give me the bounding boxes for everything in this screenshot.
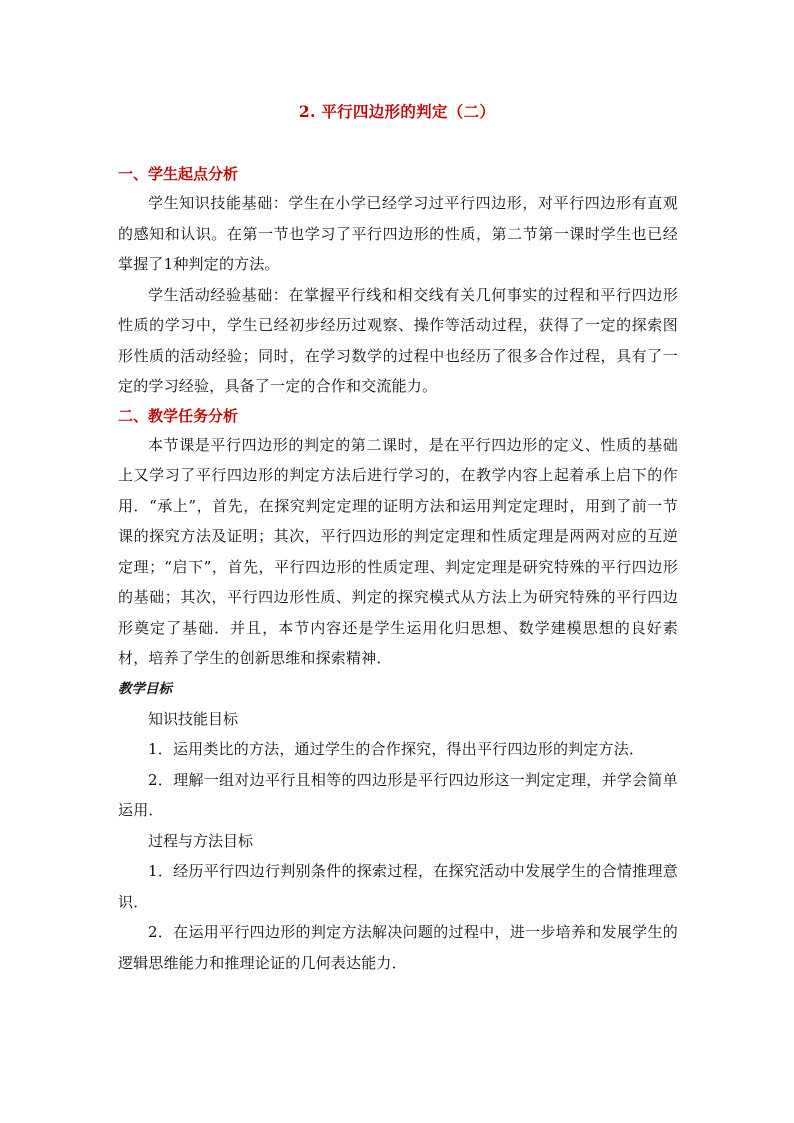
- paragraph-task-analysis: 本节课是平行四边形的判定的第二课时，是在平行四边形的定义、性质的基础上又学习了平行四边形的判定方法后进行学习的，在教学内容上起着承上启下的作用．“承上”，首先，在探究判定定理的证明方法和运用判定定理时，用到了前一节课的探究方法及证明；其次，平行四边形的判定定理和性质定理是两两对应的互逆定理；“启下”，首先，平行四边形的性质定理、判定定理是研究特殊的平行四边形的基础；其次，平行四边形性质、判定的探究模式从方法上为研究特殊的平行四边形奠定了基础．并且，本节内容还是学生运用化归思想、数学建模思想的良好素材，培养了学生的创新思维和探索精神．: [118, 435, 678, 667]
- goal-label-knowledge: 知识技能目标: [148, 709, 239, 728]
- section-heading-teaching-goals: 教学目标: [118, 680, 172, 697]
- paragraph-knowledge-basis: 学生知识技能基础：学生在小学已经学习过平行四边形，对平行四边形有直观的感知和认识。在第一节也学习了平行四边形的性质，第二节第一课时学生也已经掌握了1种判定的方法。: [118, 194, 678, 273]
- document-body: [118, 160, 678, 978]
- goal-item: 1．运用类比的方法，通过学生的合作探究，得出平行四边形的判定方法．: [148, 740, 645, 758]
- goal-label-process: 过程与方法目标: [148, 831, 254, 850]
- goal-item: 2．在运用平行四边形的判定方法解决问题的过程中，进一步培养和发展学生的逻辑思维能力和推理论证的几何表达能力．: [118, 923, 678, 972]
- section-heading-task-analysis: 二、教学任务分析: [118, 406, 239, 425]
- section-heading-student-analysis: 一、学生起点分析: [118, 165, 239, 183]
- page-title: 2. 平行四边形的判定（二）: [298, 102, 496, 121]
- paragraph-experience-basis: 学生活动经验基础：在掌握平行线和相交线有关几何事实的过程和平行四边形性质的学习中，学生已经初步经历过观察、操作等活动过程，获得了一定的探索图形性质的活动经验；同时，在学习数学的过程中也经历了很多合作过程，具有了一定的学习经验，具备了一定的合作和交流能力。: [118, 285, 678, 395]
- goal-item: 2．理解一组对边平行且相等的四边形是平行四边形这一判定定理，并学会简单运用．: [118, 770, 678, 819]
- goal-item: 1．经历平行四边行判别条件的探索过程，在探究活动中发展学生的合情推理意识．: [118, 862, 678, 911]
